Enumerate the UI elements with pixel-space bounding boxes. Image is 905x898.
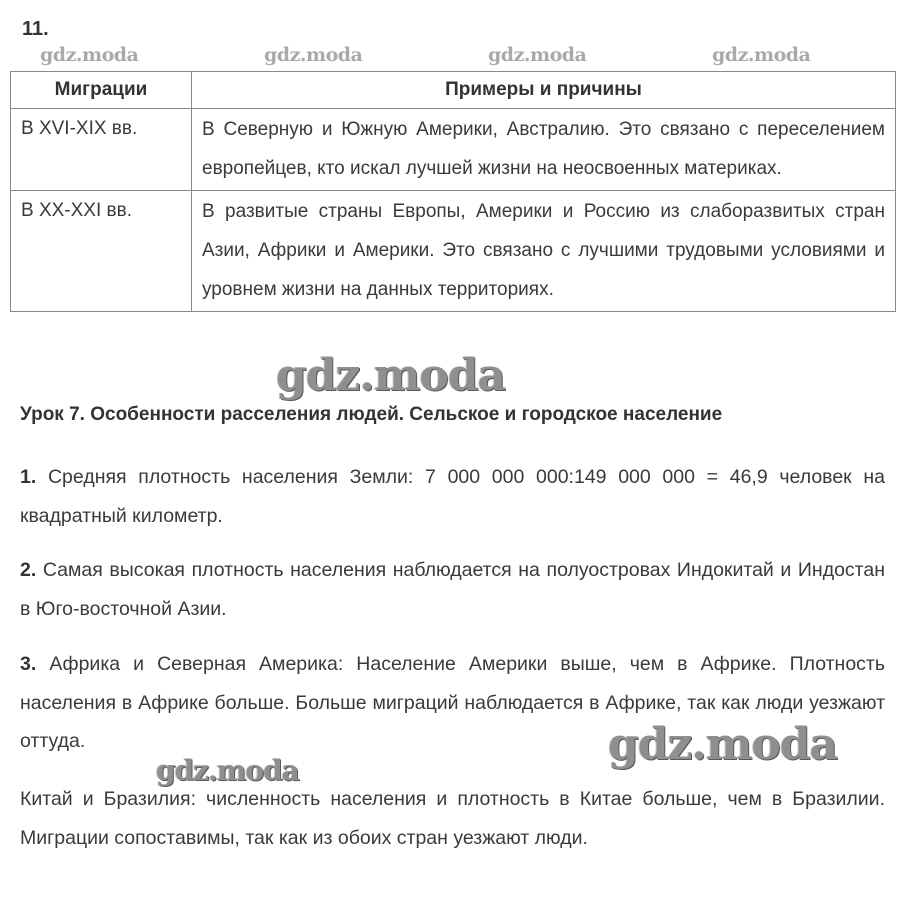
table-cell-period: В XX-XXI вв. [11, 191, 192, 312]
watermark: gdz.moda [608, 719, 838, 770]
table-header-row [11, 72, 896, 109]
answer-number: 2. [20, 559, 37, 581]
answer-number: 3. [20, 653, 37, 675]
table-cell-text: В Северную и Южную Америки, Австралию. Это связано с переселением европейцев, кто искал лучшей жизни на неосвоенных материках. [192, 109, 896, 191]
watermark: gdz.moda [712, 44, 811, 66]
column-header: Миграции [11, 72, 192, 109]
answer-paragraph [20, 551, 885, 628]
watermark: gdz.moda [264, 44, 363, 66]
migrations-table [10, 71, 896, 312]
answer-text: Самая высокая плотность населения наблюдается на полуостровах Индокитай и Индостан в Юго-восточной Азии. [20, 559, 885, 620]
watermark: gdz.moda [488, 44, 587, 66]
watermark: gdz.moda [40, 44, 139, 66]
table-row [11, 109, 896, 191]
extra-paragraph: Китай и Бразилия: численность населения и плотность в Китае больше, чем в Бразилии. Миграции сопоставимы, так как из обоих стран уезжают люди. [20, 788, 885, 849]
answer-number: 1. [20, 466, 37, 488]
table-cell-text: В развитые страны Европы, Америки и Россию из слаборазвитых стран Азии, Африки и Америки. Это связано с лучшими трудовыми условиями и уровнем жизни на данных территориях. [192, 191, 896, 312]
answer-text: Средняя плотность населения Земли: 7 000 000 000:149 000 000 = 46,9 человек на квадратный километр. [20, 466, 886, 527]
table-cell-period: В XVI-XIX вв. [11, 109, 192, 191]
answer-text: Африка и Северная Америка: Население Америки выше, чем в Африке. Плотность населения в Африке больше. Больше миграций наблюдается в Африке, так как люди уезжают оттуда. [20, 653, 886, 752]
task-number: 11. [22, 18, 49, 40]
watermark: gdz.moda [276, 350, 506, 401]
watermark: gdz.moda [156, 754, 299, 787]
answer-paragraph [20, 458, 885, 535]
table-row [11, 191, 896, 312]
column-header: Примеры и причины [192, 72, 896, 109]
lesson-title: Урок 7. Особенности расселения людей. Сельское и городское население [20, 404, 723, 425]
